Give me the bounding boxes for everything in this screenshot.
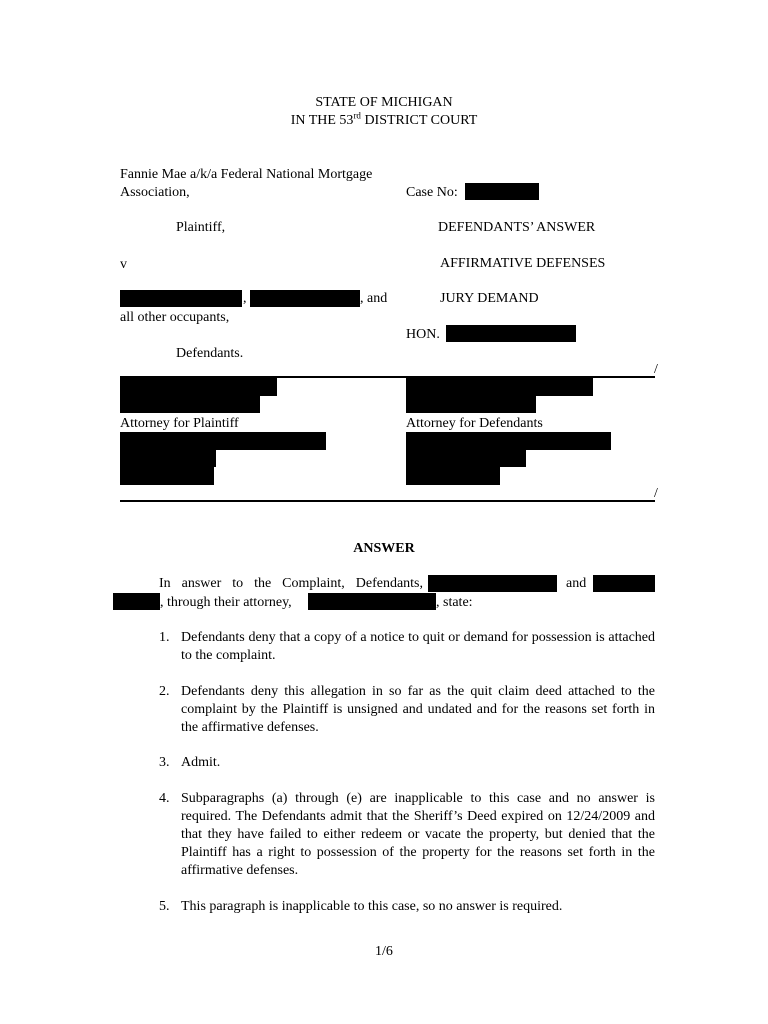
redacted-case-number bbox=[465, 183, 539, 200]
divider-slash-bottom: / bbox=[654, 486, 658, 501]
plaintiff-name-line2: Association, bbox=[120, 185, 190, 200]
defendants-label: Defendants. bbox=[176, 346, 244, 361]
redacted-defendant-attorney-name bbox=[406, 378, 593, 396]
attorney-for-plaintiff: Attorney for Plaintiff bbox=[120, 416, 239, 431]
answer-intro-line1: In answer to the Complaint, Defendants, bbox=[159, 576, 423, 591]
defendant-separator-comma: , bbox=[243, 291, 247, 306]
plaintiff-label: Plaintiff, bbox=[176, 220, 226, 235]
attorney-for-defendants: Attorney for Defendants bbox=[406, 416, 543, 431]
redacted-intro-defendant-1 bbox=[428, 575, 557, 592]
caption-divider-bottom bbox=[120, 500, 655, 502]
court-heading bbox=[0, 112, 768, 130]
answer-intro-and: and bbox=[566, 576, 587, 591]
answer-heading: ANSWER bbox=[353, 541, 415, 556]
redacted-defendant-attorney-address bbox=[406, 432, 611, 450]
court-suffix: DISTRICT COURT bbox=[360, 113, 478, 128]
redacted-plaintiff-attorney-phone bbox=[120, 467, 214, 485]
divider-slash-top: / bbox=[654, 362, 658, 377]
plaintiff-name-line1: Fannie Mae a/k/a Federal National Mortgage bbox=[120, 167, 373, 182]
redacted-defendant-2 bbox=[250, 290, 360, 307]
answer-intro-attorney: , through their attorney, bbox=[160, 595, 292, 610]
item-number: 4. bbox=[159, 791, 170, 806]
item-number: 1. bbox=[159, 630, 170, 645]
redacted-plaintiff-attorney-name bbox=[120, 378, 277, 396]
answer-item-2: Defendants deny this allegation in so far as the quit claim deed attached to the complaint by the Plaintiff is unsigned and undated and for the reasons set forth in the affirmative defenses. bbox=[181, 684, 655, 735]
answer-item-3: Admit. bbox=[181, 755, 221, 770]
answer-item-5: This paragraph is inapplicable to this case, so no answer is required. bbox=[181, 899, 563, 914]
answer-item-4: Subparagraphs (a) through (e) are inapplicable to this case and no answer is required. The Defendants admit that the Sheriff’s Deed expired on 12/24/2009 and that they have failed to either redeem or vacate the property, but denied that the Plaintiff has a right to possession of the property for the reasons set forth in the affirmative defenses. bbox=[181, 791, 655, 878]
item-number: 3. bbox=[159, 755, 170, 770]
redacted-defendant-attorney-city bbox=[406, 450, 526, 467]
other-occupants: all other occupants, bbox=[120, 310, 230, 325]
redacted-intro-defendant-2b bbox=[113, 593, 160, 610]
court-ordinal: rd bbox=[353, 110, 361, 121]
redacted-defendant-1 bbox=[120, 290, 242, 307]
court-prefix: IN THE 53 bbox=[290, 113, 354, 128]
answer-item-1: Defendants deny that a copy of a notice to quit or demand for possession is attached to the complaint. bbox=[181, 630, 655, 663]
document-title-defenses: AFFIRMATIVE DEFENSES bbox=[440, 256, 606, 271]
judge-label: HON. bbox=[406, 327, 440, 342]
redacted-plaintiff-attorney-bar bbox=[120, 396, 260, 413]
document-title-jury-demand: JURY DEMAND bbox=[440, 291, 539, 306]
redacted-judge-name bbox=[446, 325, 576, 342]
item-number: 5. bbox=[159, 899, 170, 914]
case-no-label: Case No: bbox=[406, 185, 458, 200]
redacted-plaintiff-attorney-city bbox=[120, 450, 216, 467]
redacted-intro-attorney bbox=[308, 593, 436, 610]
redacted-plaintiff-attorney-address bbox=[120, 432, 326, 450]
redacted-defendant-attorney-phone bbox=[406, 467, 500, 485]
page-number: 1/6 bbox=[375, 944, 393, 959]
document-title-answer: DEFENDANTS’ ANSWER bbox=[438, 220, 596, 235]
versus-label: v bbox=[120, 257, 127, 272]
redacted-defendant-attorney-bar bbox=[406, 396, 536, 413]
state-heading: STATE OF MICHIGAN bbox=[315, 95, 453, 110]
answer-intro-state: , state: bbox=[436, 595, 473, 610]
defendant-separator-and: , and bbox=[360, 291, 388, 306]
redacted-intro-defendant-2a bbox=[593, 575, 655, 592]
item-number: 2. bbox=[159, 684, 170, 699]
